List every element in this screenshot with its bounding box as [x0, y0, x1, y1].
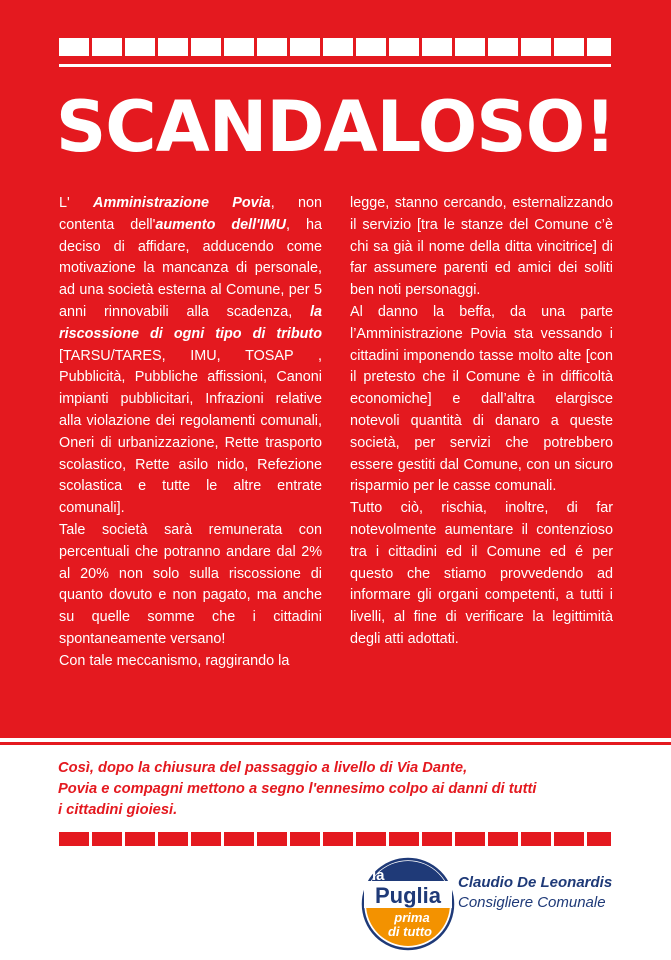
body-text: L': [59, 195, 94, 211]
emphasis-text: la riscossione di ogni tipo di tributo: [59, 303, 322, 342]
article-paragraph: [350, 302, 613, 498]
divider-stripe-thick: [0, 733, 671, 738]
emphasis-text: aumento dell'IMU: [155, 216, 286, 233]
right-column: [350, 193, 613, 651]
article-paragraph: [59, 193, 322, 520]
closing-line: Povia e compagni mettono a segno l'ennesimo colpo ai danni di tutti: [58, 781, 537, 797]
article-paragraph: [59, 651, 322, 673]
article-paragraph: [350, 498, 613, 651]
body-text: Al danno la beffa, da una parte l’Amministrazione Povia sta vessando i cittadini imponendo tasse molto alte [con il pretesto che il Comune è in difficoltà economiche] e dall’altra elargisce notevoli quantità di danaro a queste società, per servizi che potrebbero essere gestiti dal Comune, con un sicuro risparmio per le casse comunali.: [350, 303, 613, 495]
closing-line: i cittadini gioiesi.: [58, 802, 178, 818]
emphasis-text: Amministrazione Povia: [93, 195, 271, 211]
divider-stripe-thin: [0, 742, 671, 745]
body-text: , non contenta dell': [59, 195, 322, 233]
article-paragraph: [59, 520, 322, 651]
headline: SCANDALOSO!: [55, 86, 616, 168]
signature: [458, 873, 658, 913]
body-text: , ha deciso di affidare, adducendo come motivazione la mancanza di personale, ad una società esterna al Comune, per 5 anni rinnovabili alla scadenza,: [59, 216, 322, 320]
bottom-dashed-stripe: [59, 832, 611, 846]
article-paragraph: [350, 193, 613, 302]
logo-word-la: la: [372, 867, 385, 884]
body-text: Tale società sarà remunerata con percentuali che potranno andare dal 2% al 20% non solo sulla riscossione di quanto dovuto e non pagato, ma anche su quelle somme che i cittadini spontaneamente versano!: [59, 521, 322, 647]
top-thin-stripe: [59, 64, 611, 67]
body-text: Tutto ciò, rischia, inoltre, di far notevolmente aumentare il contenzioso tra i cittadini ed il Comune ed é per questo che stiamo provvedendo ad informare gli organi competenti, a tutti i livelli, al fine di verificare la legittimità degli atti adottati.: [350, 500, 613, 647]
body-text: Con tale meccanismo, raggirando la: [59, 652, 290, 669]
logo-word-puglia: Puglia: [374, 883, 442, 908]
signature-name: Claudio De Leonardis: [458, 874, 613, 891]
la-puglia-logo: [360, 856, 456, 952]
logo-word-di-tutto: di tutto: [387, 924, 433, 939]
logo-word-prima: prima: [394, 910, 430, 925]
signature-role: Consigliere Comunale: [458, 894, 606, 911]
left-column: [59, 193, 322, 673]
body-text: legge, stanno cercando, esternalizzando il servizio [tra le stanze del Comune c’è chi sa già il nome della ditta vincitrice] di far assumere parenti ed amici dei soliti ben noti personaggi.: [350, 195, 613, 299]
closing-statement: [58, 758, 618, 821]
top-dashed-stripe: [59, 38, 611, 56]
body-text: [TARSU/TARES, IMU, TOSAP , Pubblicità, Pubbliche affissioni, Canoni impianti pubblicitari, Infrazioni relative alla violazione dei regolamenti comunali, Oneri di urbanizzazione, Rette trasporto scolastico, Rette asilo nido, Refezione scolastica e tutte le altre entrate comunali].: [59, 347, 322, 517]
closing-line: Così, dopo la chiusura del passaggio a livello di Via Dante,: [58, 760, 468, 776]
